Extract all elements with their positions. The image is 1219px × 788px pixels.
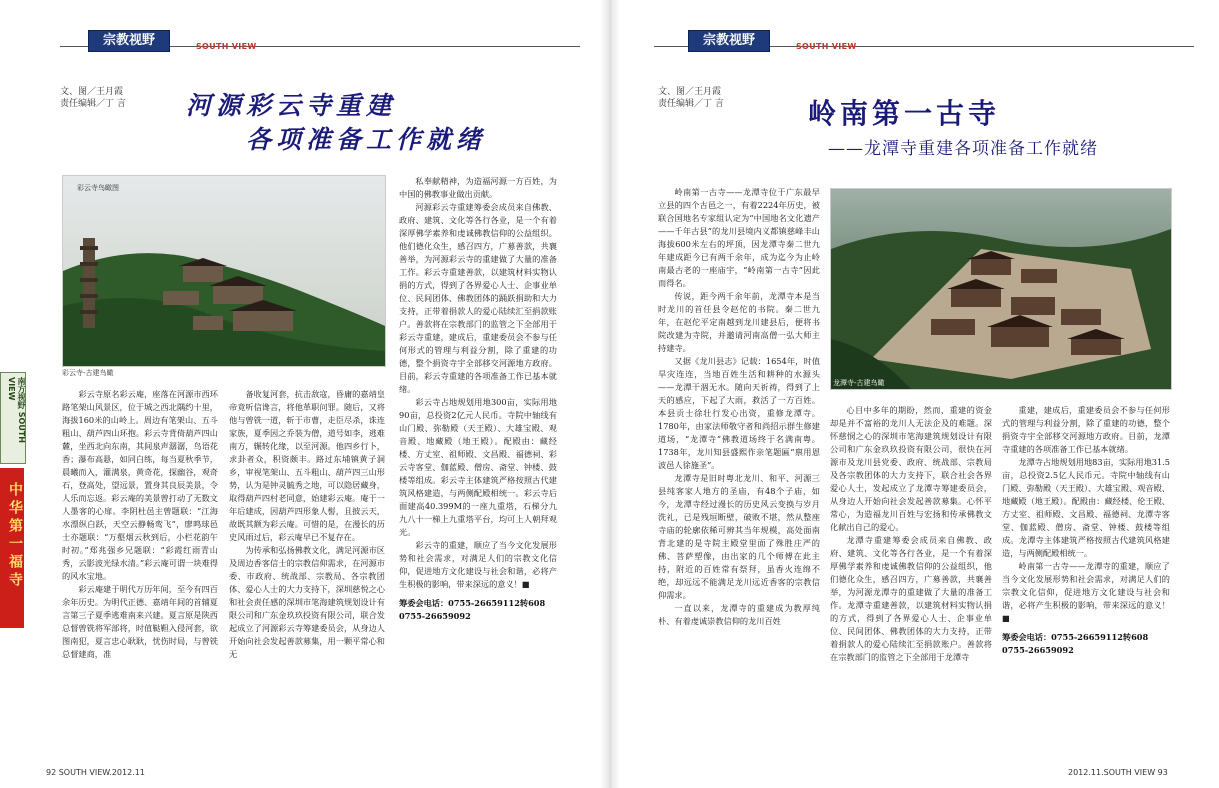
editor: 责任编辑／丁 言 (60, 99, 126, 109)
side-strip-bottom-text: 中华第一福寺 (7, 482, 23, 590)
editor: 责任编辑／丁 言 (658, 99, 724, 109)
contact-phone: 筹委会电话：0755-26659112转608 (399, 598, 546, 608)
paragraph: 重建，建成后，重建委员会不参与任何形式的管理与利益分割，除了重建的功德，整个捐资寺宇全部移交河源地方政府。目前，龙潭寺重建的各项准备工作已基本就绪。 (1002, 405, 1170, 454)
byline (60, 86, 126, 110)
side-strip-bottom (0, 468, 24, 628)
section-en: SOUTH VIEW (196, 42, 257, 51)
paragraph: 彩云庵建于明代万历年间，至今有四百余年历史。为明代正德、嘉靖年间的首辅夏言第三子夏季逃难南来兴建。夏言原是陕西总督曾铣将军部将，时值鞑靼入侵河套，欲图南犯，夏言忠心耿耿，忧伤时局，与曾铣总督建商，准 (62, 584, 218, 659)
paragraph: 传说，距今两千余年前，龙潭寺本是当时龙川的首任县令赵佗的书院。秦二世九年，在赵佗平定南越到龙川建县后，便将书院改建为寺院，并邀请河南高僧一弘大师主持建寺。 (658, 291, 820, 353)
paragraph: 私奉献精神，为造福河源一方百姓，为中国的佛教事业做出贡献。 (399, 176, 557, 199)
paragraph: 河源彩云寺重建筹委会成员来自佛教、政府、建筑、文化等各行各业，是一个有着深厚佛学素养和虔诚佛教信仰的公益组织。他们德化众生，感召四方，广募善款，共襄善举，为河源彩云寺的重建做了大量的准备工作。彩云寺重建善款，以建筑材料实物认捐的方式，得到了各界爱心人士、企事业单位、民间团体、佛教团体的踊跃捐助和大力支持，正带着捐款人的爱心陆续汇至捐款账户。善款将在宗教部门的监管之下全部用于彩云寺重建，建成后，重建委员会不参与任何形式的管理与利益分割，除了重建的功德，整个捐资寺宇全部移交河源地方政府。目前，彩云寺重建的各项准备工作已基本就绪。 (399, 202, 557, 394)
paragraph: 龙潭寺占地规划用地83亩，实际用地31.5亩，总投资2.5亿人民币元。寺院中轴线有山门殿、弥勒殿（天王殿）、大雄宝殿、观音殿、地藏殿（地王殿）。配殿由：藏经楼、伦王殿、方丈室、祖师殿、文昌殿、福德祠、龙潭寺客堂、伽蓝殿、僧房、斋堂、钟楼、鼓楼等组成。龙潭寺主体建筑严格按照古代建筑风格建造，与两侧配殿相统一。 (1002, 457, 1170, 558)
right-col2 (830, 404, 992, 764)
title-line1: 河源彩云寺重建 (186, 91, 397, 120)
left-page (0, 0, 600, 788)
side-strip-top (0, 372, 26, 464)
photo-inset-text: 彩云寺鸟瞰图 (77, 184, 119, 192)
byline (658, 86, 724, 110)
paragraph: 备收复河套，抗击敌寇，昏庸的嘉靖皇帝竟听信谗言，将他革职问罪。随后，又将他与曾铣一道，斩于市曹，走臣尽杀，诛连家族，夏季因之乔装为僧，道号如李，逃难南方，辗转化缘，以至河源。他四乡行卜，求卦者众，积资颇丰。路过东埔镇黄子洞乡，审视笔架山、五斗粗山、葫芦四三山形势，认为是钟灵毓秀之地，可以隐居藏身，取得葫芦四村老同意，始建彩云庵。庵于一年后建成，因葫芦四形象人髻，且披云天，故既其额为彩云庵。可惜的是，在漫长的历史风雨过后，彩云庵早已不复存在。 (229, 389, 385, 542)
contact-phone-2: 0755-26659092 (399, 611, 471, 621)
right-col3 (1002, 404, 1170, 764)
paragraph: 岭南第一古寺——龙潭寺位于广东最早立县的四个古邑之一，有着2224年历史，被联合国地名专家组认定为“中国地名文化遗产——千年古县”的龙川县境内义都镇慈峰丰山海拔600米左右的坪顶，因龙潭寺秦二世九年建成距今已有两千余年，成为迄今为止岭南最古老的一座庙宇，“岭南第一古寺”因此而得名。 (658, 187, 820, 288)
author: 文、图／王月霞 (60, 87, 124, 97)
paragraph: 彩云寺原名彩云庵，座落在河源市西环路笔架山风景区，位于城之西北隅约十里，海拔160米的山岭上。周边有笔架山、五斗粗山、葫芦四山环抱。彩云寺背倚葫芦四山麓，坐西北向东南，其间泉声潺潺，鸟语花香；瀑布高悬，如同白练，每当夏秋季节，晨曦而入，灌满泉，黄奇花，探幽谷，观奇石，登高处，望远景，置身其良辰美景，令人乐而忘返。彩云庵的美景曾打动了无数文人墨客的心扉。李阴杜邑主曾题联：“江海水漂纵白跃，天空云静畅鸾飞”，廖鸣球邑士亦题联：“万壑烟云秋到后，小栏花韵午时初。”郑兆强乡兄题联：“彩霞红雨青山秀，云影波光绿水清。”彩云庵可谓一块难得的风水宝地。 (62, 389, 218, 581)
photo-caption: 彩云寺-古建鸟瞰 (62, 369, 114, 377)
temple-photo (62, 175, 386, 367)
paragraph: 岭南第一古寺——龙潭寺的重建，顺应了当今文化发展形势和社会需求，对满足人们的宗教文化信仰，促进地方文化建设与社会和谐，必将产生积极的影响，带来深远的意义！■ (1002, 561, 1170, 623)
author: 文、图／王月霞 (658, 87, 722, 97)
page-gutter (600, 0, 620, 788)
paragraph: 龙潭寺是旧时粤北龙川、和平、河源三县纯客家人地方的圣庙，有48个子庙，如今，龙潭寺经过漫长的历史风云变换与岁月洗礼，已是残垣断壁，破败不堪，然从整座寺庙的轮廓依稀可辨其当年规模，高处面南背北建的是寺院主殿堂里面了殊胜庄严的佛、菩萨塑像，由出家的几个师傅在此主持，附近的百姓常有祭拜，虽香火连绵不绝，却远远不能满足龙川远近香客的宗教信仰需求。 (658, 473, 820, 600)
right-col1 (658, 186, 820, 764)
title-sub: ——龙潭寺重建各项准备工作就绪 (828, 139, 1098, 159)
left-col2 (229, 388, 385, 756)
title-main: 岭南第一古寺 (808, 97, 1001, 130)
left-col1 (62, 388, 218, 756)
paragraph: 彩云寺占地规划用地300亩，实际用地90亩，总投资2亿元人民币。寺院中轴线有山门殿、弥勒殿（天王殿）、大雄宝殿、观音殿、地藏殿（地王殿）。配殿由：藏经楼、方丈室、祖师殿、文昌殿、福德祠、彩云寺客堂、伽蓝殿、僧房、斋堂、钟楼、鼓楼等组成。彩云寺主体建筑严格按照古代建筑风格建造，与两侧配殿相统一。彩云寺后面建高40.399M的一座九重塔，石梯分九九八十一梯上九重塔平台，均可上人朝拜观光。 (399, 397, 557, 537)
paragraph: 龙潭寺重建筹委会成员来自佛教、政府、建筑、文化等各行各业，是一个有着深厚佛学素养和虔诚佛教信仰的公益组织，他们德化众生，感召四方，广募善款，共襄善举，为河源龙潭寺的重建做了大量的准备工作。龙潭寺重建善款，以建筑材料实物认捐的方式，得到了各界爱心人士、企事业单位、民间团体、佛教团体的大力支持，正带着捐款人的爱心陆续汇至捐款账户。善款将在宗教部门的监管之下全部用于龙潭寺 (830, 535, 992, 662)
section-en: SOUTH VIEW (796, 42, 857, 51)
paragraph: 心目中多年的期盼，然而，重建的资金却是并不富裕的龙川人无法企及的难题。深怀慈悯之心的深圳市笔海建筑规划设计有限公司和广东金玖玖投资有限公司，很快在河源市及龙川县党委、政府、统战部、宗教局及各宗教团体的大力支持下，联合社会各界爱心人士，发起成立了龙潭寺筹建委员会，从身边人开始向社会发起善款募集。心怀平常心，为造福龙川百姓与宏扬和传承佛教文化献出自己的爱心。 (830, 405, 992, 532)
contact-phone: 筹委会电话：0755-26659112转608 (1002, 632, 1149, 642)
left-col3 (399, 175, 557, 765)
title-line2: 各项准备工作就绪 (246, 125, 487, 154)
right-page (620, 0, 1219, 788)
temple-photo (830, 188, 1172, 390)
contact-phone-2: 0755-26659092 (1002, 645, 1074, 655)
paragraph: 又据《龙川县志》记载：1654年，时值旱灾连连，当地百姓生活和耕种的水源头——龙潭干涸无水。随向天祈祷，得到了上天的感应，下起了大雨，救活了一方百姓。本县贡士徐壮行发心出资，重修龙潭寺。1780年，由家法师敬守者和尚招示群生修建道场，“龙潭寺”佛教道场终于名满南粤。1738年，龙川知县盛熙作亲笔题匾“禀用恩波邑人徐施圣”。 (658, 356, 820, 470)
paragraph: 一直以来，龙潭寺的重建成为教厚纯朴、有着虔诚崇教信仰的龙川百姓 (658, 603, 820, 626)
side-strip-top-text: 南方视野 SOUTH VIEW (7, 377, 26, 443)
photo-caption: 龙潭寺-古建鸟瞰 (833, 379, 885, 387)
paragraph: 为传承和弘扬佛教文化，满足河源市区及周边香客信士的宗教信仰需求，在河源市委、市政府、统战部、宗教局、各宗教团体、爱心人士的大力支持下，深圳慈悦之心和社会责任感的深圳市笔海建筑规划设计有限公司和广东金玖玖投资有限公司，联合发起成立了河源彩云寺筹建委员会，从身边人开始向社会发起善款募集，用一颗平常心和无 (229, 545, 385, 659)
page-footer: 2012.11.SOUTH VIEW 93 (1068, 768, 1168, 777)
section-tag: 宗教视野 (688, 30, 770, 52)
page-footer: 92 SOUTH VIEW.2012.11 (46, 768, 145, 777)
section-tag: 宗教视野 (88, 30, 170, 52)
paragraph: 彩云寺的重建，顺应了当今文化发展形势和社会需求，对满足人们的宗教文化信仰，促进地方文化建设与社会和谐，必将产生积极的影响，带来深远的意义！■ (399, 540, 557, 589)
